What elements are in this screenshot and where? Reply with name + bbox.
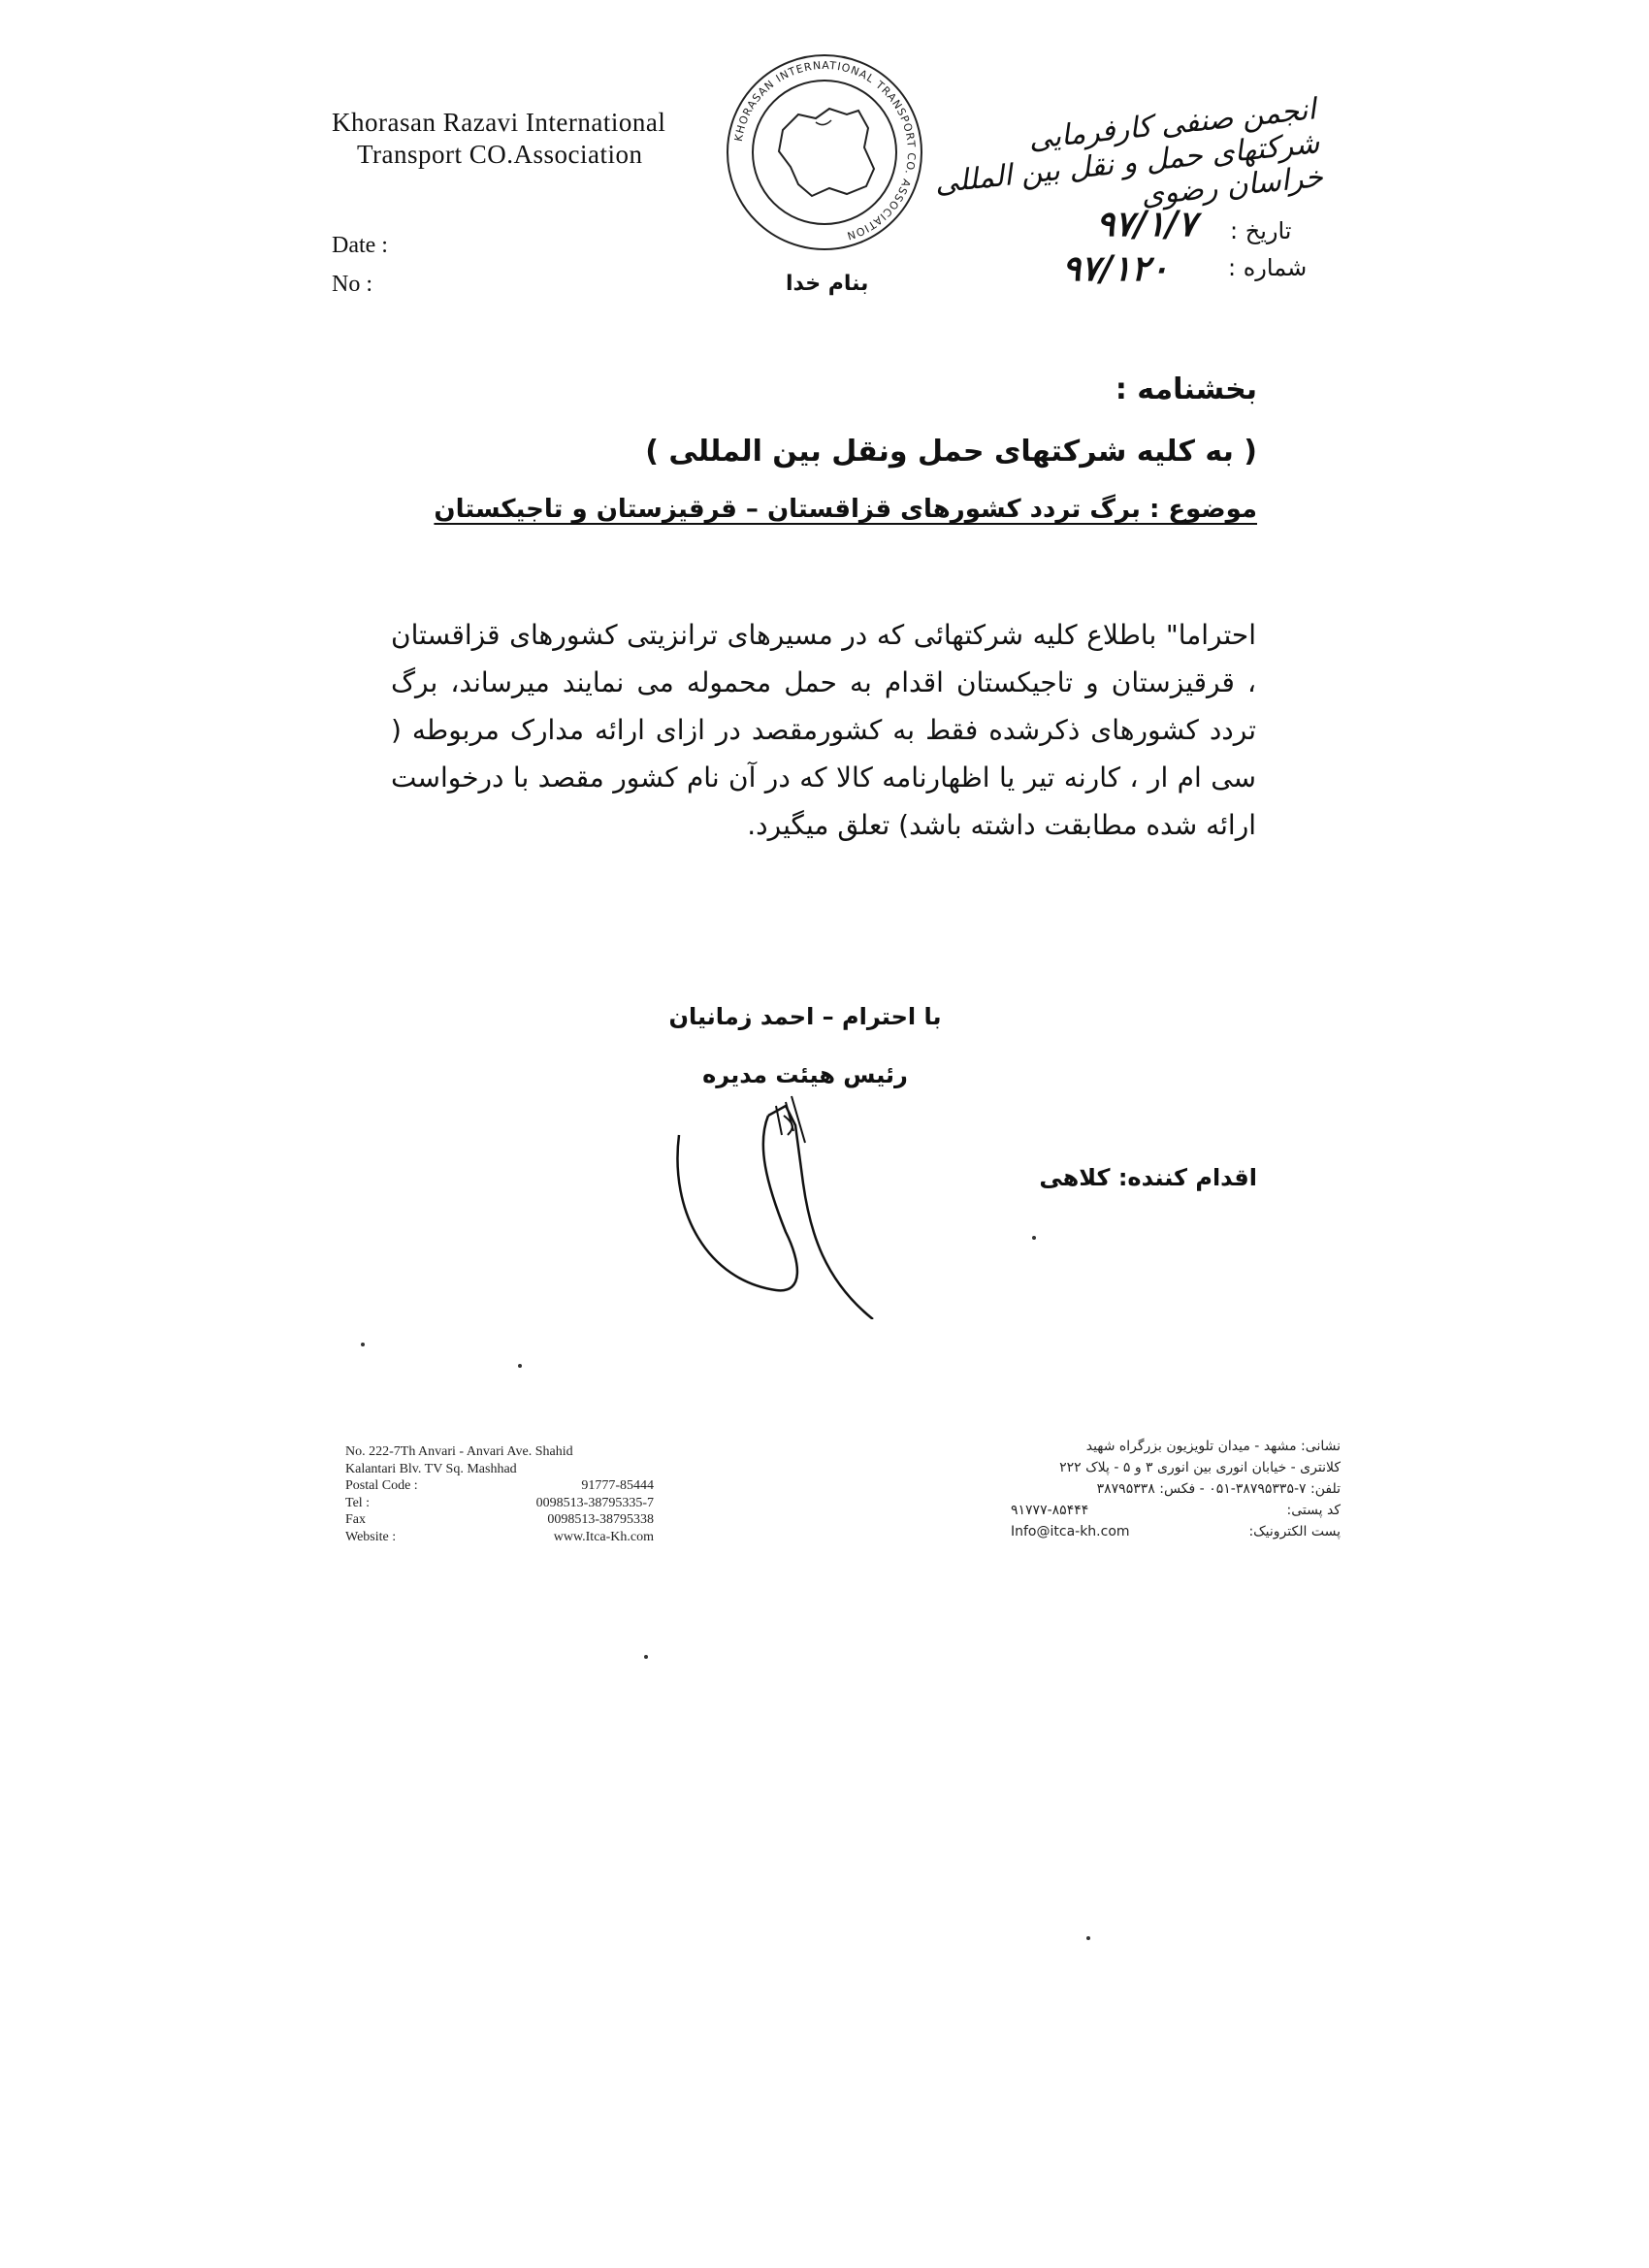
association-logo-seal	[723, 50, 926, 254]
website-url: www.Itca-Kh.com	[553, 1529, 654, 1544]
fax-label: Fax	[345, 1512, 366, 1527]
footer-fax-row	[345, 1511, 654, 1529]
handwritten-signature	[640, 1067, 931, 1319]
scan-speck	[644, 1655, 648, 1659]
date-label-en: Date :	[332, 233, 388, 258]
number-value-fa: ۹۷/۱۲۰	[1062, 248, 1169, 289]
circular-label: بخشنامه :	[1115, 373, 1257, 406]
postal-code: 91777-85444	[581, 1478, 654, 1493]
recipients-line: ( به کلیه شرکتهای حمل ونقل بین المللی )	[645, 435, 1257, 469]
footer-address-en-line2: Kalantari Blv. TV Sq. Mashhad	[345, 1461, 517, 1476]
signer-title: رئیس هیئت مدیره	[702, 1061, 908, 1088]
tel-number: 0098513-38795335-7	[535, 1495, 654, 1510]
org-name-en	[332, 107, 665, 171]
postal-code-fa: ۹۱۷۷۷-۸۵۴۴۴	[1011, 1503, 1089, 1518]
footer-address-en-line1: No. 222-7Th Anvari - Anvari Ave. Shahid	[345, 1444, 573, 1459]
footer-phone-fa: تلفن: ۷-۳۸۷۹۵۳۳۵-۰۵۱ - فکس: ۳۸۷۹۵۳۳۸	[1096, 1481, 1341, 1497]
date-value-fa: ۹۷/۱/۷	[1096, 204, 1197, 244]
email-fa-label: پست الکترونیک:	[1248, 1524, 1341, 1539]
footer-address-fa-line2: کلانتری - خیابان انوری بین انوری ۳ و ۵ - پلاک ۲۲۲	[1059, 1460, 1341, 1475]
org-name-fa: انجمن صنفی کارفرمایی شرکتهای حمل و نقل بین المللی خراسان رضوی	[932, 92, 1325, 213]
regards-line: با احترام – احمد زمانیان	[668, 1003, 942, 1030]
postal-code-fa-label: کد پستی:	[1286, 1503, 1341, 1518]
footer-postal-fa-row	[1011, 1500, 1341, 1521]
scan-speck	[1086, 1936, 1090, 1940]
number-label-en: No :	[332, 272, 372, 297]
footer-tel-row	[345, 1495, 654, 1512]
footer-contact-fa	[1011, 1436, 1341, 1542]
logo-ring-text: KHORASAN INTERNATIONAL TRANSPORT CO. ASSOCIATION	[731, 58, 919, 243]
basmala: بنام خدا	[786, 272, 869, 296]
tel-label: Tel :	[345, 1495, 371, 1510]
date-label-fa: تاریخ :	[1230, 217, 1292, 244]
footer-address-fa-line1: نشانی: مشهد - میدان تلویزیون بزرگراه شهید	[1085, 1439, 1341, 1454]
action-by-line: اقدام کننده: کلاهی	[1039, 1164, 1257, 1191]
iran-map-outline-icon	[779, 109, 874, 196]
footer-contact-en	[345, 1443, 654, 1545]
website-label: Website :	[345, 1529, 397, 1544]
scan-speck	[518, 1364, 522, 1368]
fax-number: 0098513-38795338	[547, 1512, 654, 1527]
scan-speck	[361, 1343, 365, 1346]
org-name-en-line1: Khorasan Razavi International	[332, 108, 666, 137]
footer-postal-row	[345, 1477, 654, 1495]
letter-body: احتراما" باطلاع کلیه شرکتهائی که در مسیرهای ترانزیتی کشورهای قزاقستان ، قرقیزستان و تاجیکستان اقدام به حمل محموله می نمایند میرساند، برگ تردد کشورهای ذکرشده فقط به کشورمقصد در ازای ارائه مدارک مربوطه ( سی ام ار ، کارنه تیر یا اظهارنامه کالا که در آن نام کشور مقصد با درخواست ارائه شده مطابقت داشته باشد) تعلق میگیرد.	[391, 619, 1256, 841]
number-label-fa: شماره :	[1228, 254, 1308, 281]
footer-website-row	[345, 1529, 654, 1546]
footer-email-row	[1011, 1521, 1341, 1542]
email-address: Info@itca-kh.com	[1011, 1524, 1130, 1539]
subject-line: موضوع : برگ تردد کشورهای قزاقستان – قرقیزستان و تاجیکستان	[434, 495, 1257, 524]
postal-code-label: Postal Code :	[345, 1478, 418, 1493]
scan-speck	[1032, 1236, 1036, 1240]
org-name-en-line2: Transport CO.Association	[357, 140, 643, 169]
